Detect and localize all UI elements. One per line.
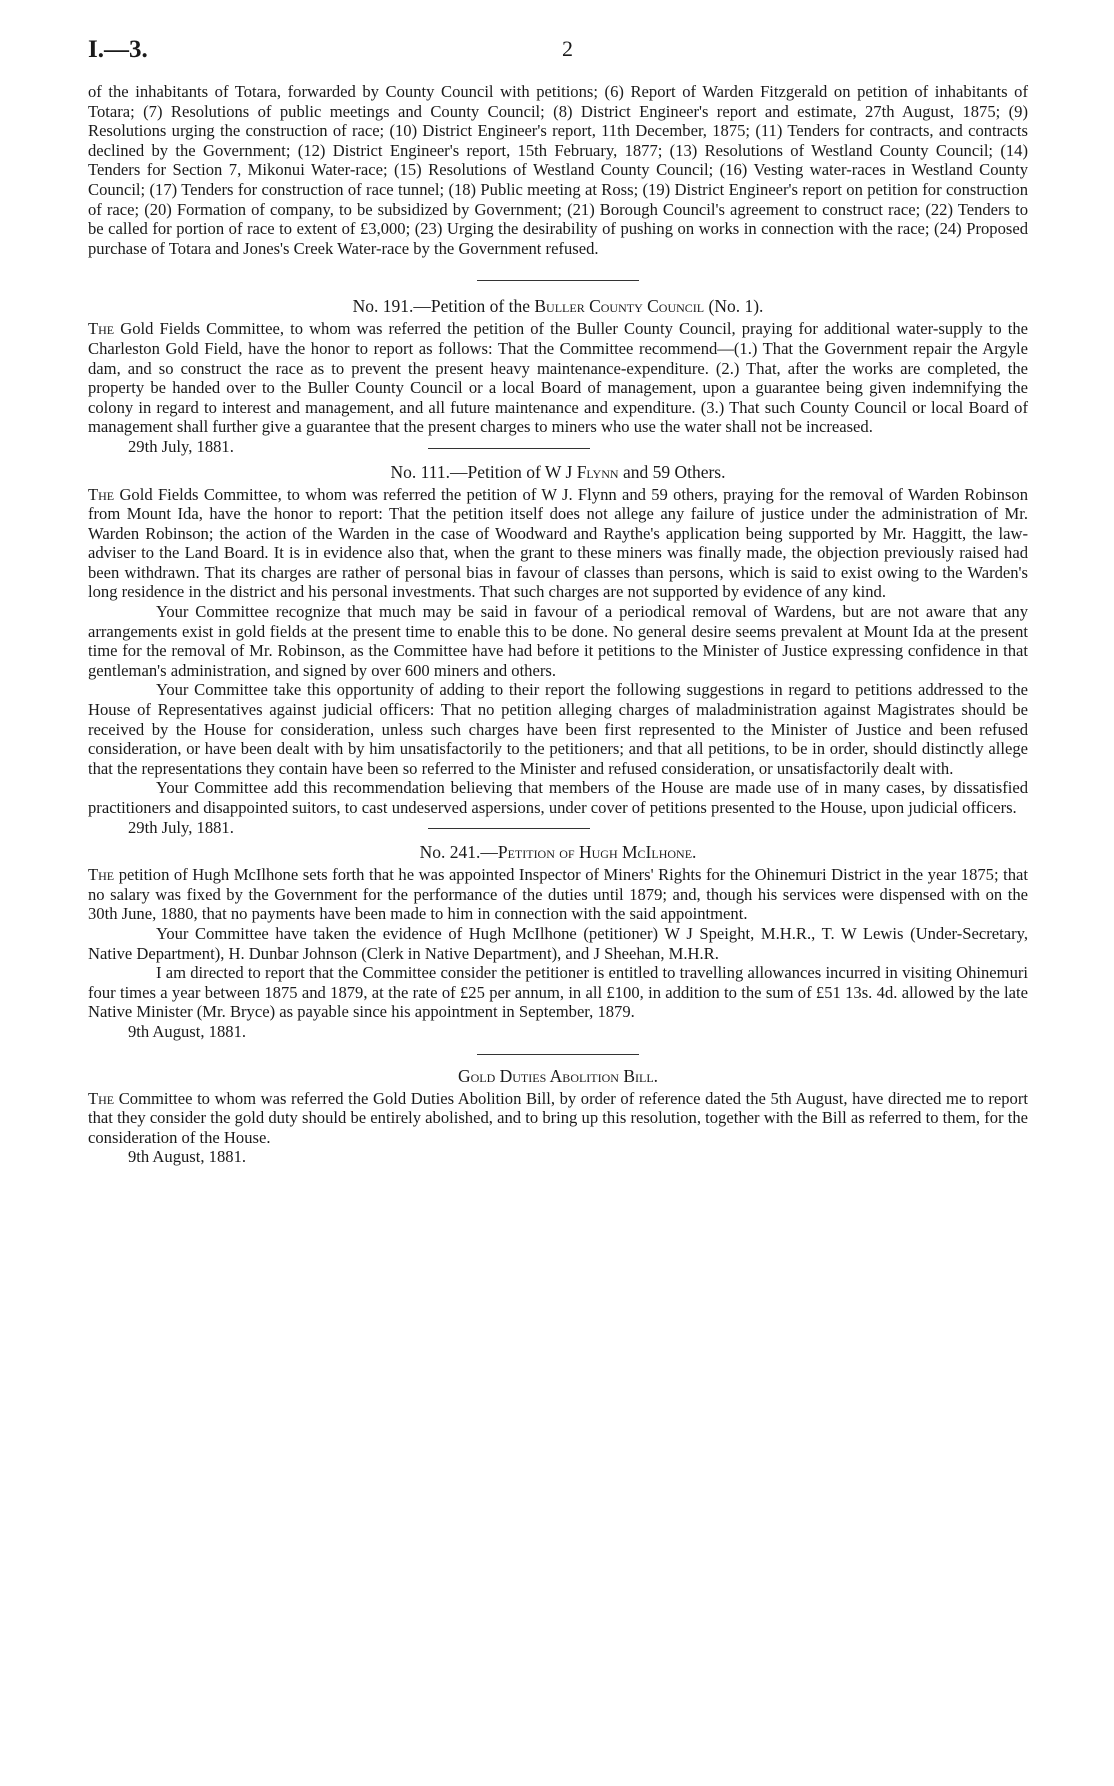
section-heading bbox=[88, 295, 1028, 317]
paragraph: Your Committee have taken the evidence of Hugh McIlhone (petitioner) W J Speight, M.H.R., T. W Lewis (Under-Secretary, Native Department), H. Dunbar Johnson (Clerk in Native Department), and J Sheehan, M.H.R. bbox=[88, 923, 1028, 963]
heading-smallcaps: Flynn bbox=[576, 461, 619, 482]
opening-word: The bbox=[88, 484, 115, 504]
opening-word: The bbox=[88, 1088, 115, 1108]
report-date: 9th August, 1881. bbox=[128, 1147, 247, 1167]
section-divider bbox=[428, 828, 590, 829]
opening-word: The bbox=[88, 319, 115, 339]
running-header bbox=[88, 36, 1028, 70]
heading-suffix: and 59 Others. bbox=[618, 461, 726, 482]
report-date: 29th July, 1881. bbox=[128, 817, 234, 837]
report-date: 29th July, 1881. bbox=[128, 436, 234, 456]
heading-prefix: No. 191.—Petition of the bbox=[352, 296, 535, 317]
section-heading bbox=[88, 1065, 1028, 1087]
heading-prefix: No. 111.—Petition of W J bbox=[390, 461, 577, 482]
paragraph: I am directed to report that the Committee consider the petitioner is entitled to travelling allowances incurred in visiting Ohinemuri four times a year between 1875 and 1879, at the rate of £25 per annum, in all £100, in addition to the sum of £51 13s. 4d. allowed by the late Native Minister (Mr. Bryce) as payable since his appointment in September, 1879. bbox=[88, 963, 1028, 1022]
paper-reference: I.—3. bbox=[88, 36, 148, 63]
heading-prefix: No. 241.— bbox=[419, 842, 498, 863]
page-number: 2 bbox=[562, 36, 573, 61]
paragraph: Committee to whom was referred the Gold Duties Abolition Bill, by order of reference dated the 5th August, have directed me to report that they consider the gold duty should be entirely abolished, and to bring up this resolution, together with the Bill as referred to them, for the consideration of the House. bbox=[88, 1088, 1028, 1147]
heading-smallcaps: Buller County Council bbox=[534, 296, 705, 317]
paragraph: Your Committee recognize that much may be said in favour of a periodical removal of Wardens, but are not aware that any arrangements exist in gold fields at the present time to enable this to be done. No general desire seems prevalent at Mount Ida at the present time for the removal of Mr. Robinson, as the Committee have had before it petitions to the Minister of Justice expressing confidence in that gentleman's administration, and signed by over 600 miners and others. bbox=[88, 602, 1028, 680]
heading-smallcaps: Gold Duties Abolition Bill. bbox=[457, 1065, 659, 1086]
section-divider bbox=[477, 280, 639, 281]
section-divider bbox=[428, 448, 590, 449]
heading-suffix: (No. 1). bbox=[704, 296, 764, 317]
section-heading bbox=[88, 841, 1028, 863]
paragraph: Your Committee take this opportunity of adding to their report the following suggestions in regard to petitions addressed to the House of Representatives against judicial officers: That no petition alleging charges of maladministration against Magistrates should be received by the House for consideration, unless such charges have been first represented to the Minister of Justice and been refused consideration, or have been dealt with by him unsatisfactorily to the petitioners; and that all petitions, to be in order, should distinctly allege that the representations they contain have been so referred to the Minister and refused consideration, or unsatisfactorily dealt with. bbox=[88, 680, 1028, 778]
intro-paragraph: of the inhabitants of Totara, forwarded by County Council with petitions; (6) Report of Warden Fitzgerald on petition of inhabitants of Totara; (7) Resolutions of public meetings and County Council; (8) District Engineer's report and estimate, 27th August, 1875; (9) Resolutions urging the construction of race; (10) District Engineer's report, 11th December, 1875; (11) Tenders for contracts, and contracts declined by the Government; (12) District Engineer's report, 15th February, 1877; (13) Resolutions of Westland County Council; (14) Tenders for Section 7, Mikonui Water-race; (15) Resolutions of Westland County Council; (16) Vesting water-races in Westland County Council; (17) Tenders for construction of race tunnel; (18) Public meeting at Ross; (19) District Engineer's report on petition for construction of race; (20) Formation of company, to be subsidized by Government; (21) Borough Council's agreement to construct race; (22) Tenders to be called for portion of race to extent of £3,000; (23) Urging the desirability of pushing on works in connection with the race; (24) Proposed purchase of Totara and Jones's Creek Water-race by the Government refused. bbox=[88, 82, 1028, 258]
heading-smallcaps: Petition of Hugh McIlhone. bbox=[497, 842, 697, 863]
section-petition-111 bbox=[88, 461, 1028, 838]
document-page bbox=[88, 36, 1028, 1167]
section-heading bbox=[88, 461, 1028, 483]
paragraph: Gold Fields Committee, to whom was referred the petition of the Buller County Council, praying for additional water-supply to the Charleston Gold Field, have the honor to report as follows: That the Committee recommend—(1.) That the Government repair the Argyle dam, and so construct the race as to prevent the present heavy maintenance-expenditure. (2.) That, after the works are completed, the property be handed over to the Buller County Council or a local Board of management, upon a guarantee being given indemnifying the colony in regard to interest and management, and all future maintenance and expenditure. (3.) That such County Council or local Board of management shall further give a guarantee that the present charges to miners who use the water shall not be increased. bbox=[88, 319, 1028, 437]
paragraph: Gold Fields Committee, to whom was referred the petition of W J. Flynn and 59 others, praying for the removal of Warden Robinson from Mount Ida, have the honor to report: That the petition itself does not allege any failure of justice under the administration of Mr. Warden Robinson; the action of the Warden in the case of Woodward and Raythe's application being supported by Mr. Haggitt, the law-adviser to the Land Board. It is in evidence also that, when the grant to these miners was finally made, the objection previously raised had been withdrawn. That its charges are rather of personal bias in favour of classes than persons, which is said to exist owing to the Warden's long residence in the district and his personal investments. That such charges are not supported by evidence of any kind. bbox=[88, 484, 1028, 602]
report-date: 9th August, 1881. bbox=[128, 1021, 247, 1041]
section-divider bbox=[477, 1054, 639, 1055]
section-gold-duties-bill bbox=[88, 1065, 1028, 1167]
paragraph: petition of Hugh McIlhone sets forth that he was appointed Inspector of Miners' Rights for the Ohinemuri District in the year 1875; that no salary was fixed by the Government for the performance of the duties until 1879; and, though his services were dispensed with on the 30th June, 1880, that no payments have been made to him in connection with the said appointment. bbox=[88, 865, 1028, 924]
section-petition-191 bbox=[88, 295, 1028, 456]
section-petition-241 bbox=[88, 841, 1028, 1041]
opening-word: The bbox=[88, 865, 115, 885]
paragraph: Your Committee add this recommendation believing that members of the House are made use of in many cases, by dissatisfied practitioners and disappointed suitors, to cast undeserved aspersions, under cover of petitions presented to the House, upon judicial officers. bbox=[88, 778, 1028, 817]
